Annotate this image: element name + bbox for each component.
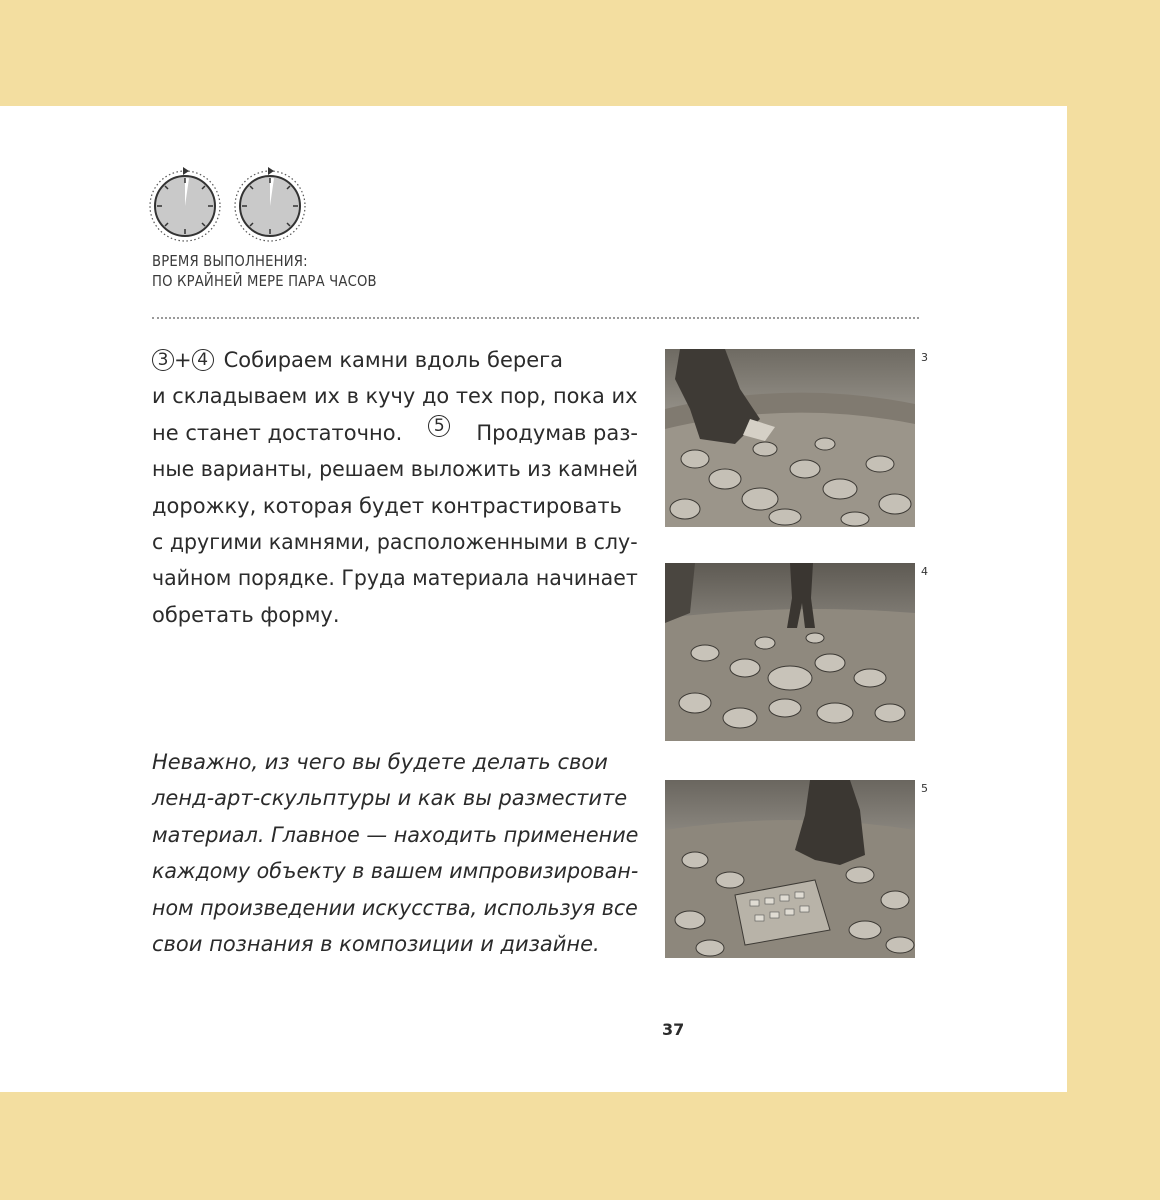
photo-5 <box>665 780 915 958</box>
stopwatch-icon <box>150 167 220 241</box>
photo-number-5: 5 <box>921 782 928 795</box>
photo-number-4: 4 <box>921 565 928 578</box>
text-line-1: Собираем камни вдоль берега <box>223 348 564 372</box>
italic-line-5: ном произведении искусства, используя все <box>152 895 638 920</box>
stopwatch-icons <box>147 164 317 244</box>
text-line-5: дорожку, которая будет контрастировать <box>152 493 622 518</box>
text-line-3a: не станет достаточно. <box>152 420 403 445</box>
page-number: 37 <box>662 1020 685 1039</box>
italic-line-1: Неважно, из чего вы будете делать свои <box>152 750 608 774</box>
step-5-marker: 5 <box>428 415 450 437</box>
main-paragraph <box>152 342 638 633</box>
italic-line-2: ленд-арт-скульптуры и как вы разместите <box>152 786 628 811</box>
text-line-8: обретать форму. <box>152 602 340 627</box>
italic-line-3: материал. Главное — находить применение <box>152 822 639 847</box>
book-page <box>0 106 1067 1092</box>
photo-number-3: 3 <box>921 351 928 364</box>
italic-line-4: каждому объекту в вашем импровизирован- <box>152 859 639 884</box>
step-4-marker: 4 <box>192 349 214 371</box>
text-line-4: ные варианты, решаем выложить из камней <box>152 457 638 482</box>
italic-paragraph <box>152 744 638 962</box>
photo-4 <box>665 563 915 741</box>
plus-sign: + <box>174 348 192 372</box>
step-3-marker: 3 <box>152 349 174 371</box>
text-line-6: с другими камнями, расположенными в слу- <box>152 530 638 555</box>
dotted-divider <box>152 317 919 319</box>
text-line-2: и складываем их в кучу до тех пор, пока их <box>152 384 638 409</box>
italic-line-6: свои познания в композиции и дизайне. <box>152 932 600 957</box>
duration-label <box>152 251 407 291</box>
text-line <box>152 342 638 378</box>
stopwatch-icon <box>235 167 305 241</box>
photo-3 <box>665 349 915 527</box>
text-line-3b: Продумав раз- <box>476 420 638 445</box>
text-line <box>152 415 638 451</box>
duration-label-line2: ПО КРАЙНЕЙ МЕРЕ ПАРА ЧАСОВ <box>152 272 377 290</box>
text-line-7: чайном порядке. Груда материала начинает <box>152 566 638 591</box>
duration-label-line1: ВРЕМЯ ВЫПОЛНЕНИЯ: <box>152 252 308 270</box>
